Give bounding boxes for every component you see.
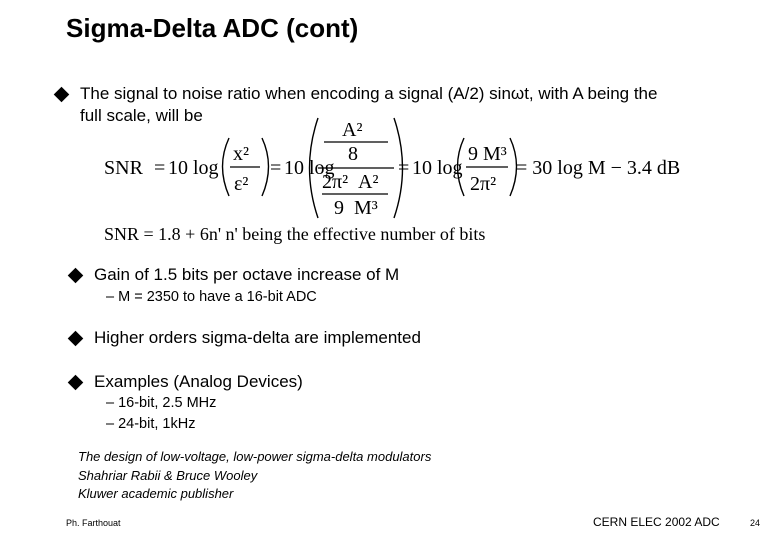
formula-eps2: ε² [234,173,249,195]
formula-eq-1: = [154,157,166,179]
snr-formula [96,112,696,222]
bullet-diamond-icon [68,375,84,391]
formula-nine: 9 [334,197,344,219]
formula-M3: M³ [354,197,378,219]
reference-title: The design of low-voltage, low-power sigma-delta modulators [78,449,432,464]
formula-2pi2: 2π² [322,171,349,193]
page-number: 24 [750,518,761,528]
bullet-gain: Gain of 1.5 bits per octave increase of M [94,265,400,284]
reference-publisher: Kluwer academic publisher [78,486,234,501]
footer-author: Ph. Farthouat [66,518,121,528]
formula-eq-3: = [398,157,410,179]
formula-A2: A² [342,119,363,141]
formula-2pi2-b: 2π² [470,173,497,195]
sub-bullet-24bit: – 24-bit, 1kHz [106,416,196,432]
formula-10log-1: 10 log [168,157,219,179]
formula-result: = 30 log M − 3.4 dB [516,157,681,179]
footer-center: CERN ELEC 2002 ADC [593,515,720,529]
bullet-higher-orders: Higher orders sigma-delta are implemented [94,328,421,347]
formula-eight: 8 [348,143,358,165]
formula-A2-b: A² [358,171,379,193]
formula-10log-3: 10 log [412,157,463,179]
snr-bits-formula: SNR = 1.8 + 6n' n' being the effective number of bits [104,224,486,244]
slide-title: Sigma-Delta ADC (cont) [66,13,359,43]
formula-x2: x² [233,143,249,165]
formula-eq-2: = [270,157,282,179]
formula-9M3: 9 M³ [468,143,507,165]
bullet-diamond-icon [54,87,70,103]
intro-line-2: full scale, will be [80,106,203,125]
bullet-examples: Examples (Analog Devices) [94,372,303,391]
intro-line-1: The signal to noise ratio when encoding a signal (A/2) sinωt, with A being the [80,84,658,103]
formula-10log-2: 10 log [284,157,335,179]
bullet-diamond-icon [68,331,84,347]
bullet-diamond-icon [68,268,84,284]
formula-snr-label: SNR [104,157,143,179]
sub-bullet-m-2350: – M = 2350 to have a 16-bit ADC [106,289,317,305]
reference-authors: Shahriar Rabii & Bruce Wooley [78,468,258,483]
sub-bullet-16bit: – 16-bit, 2.5 MHz [106,395,217,411]
